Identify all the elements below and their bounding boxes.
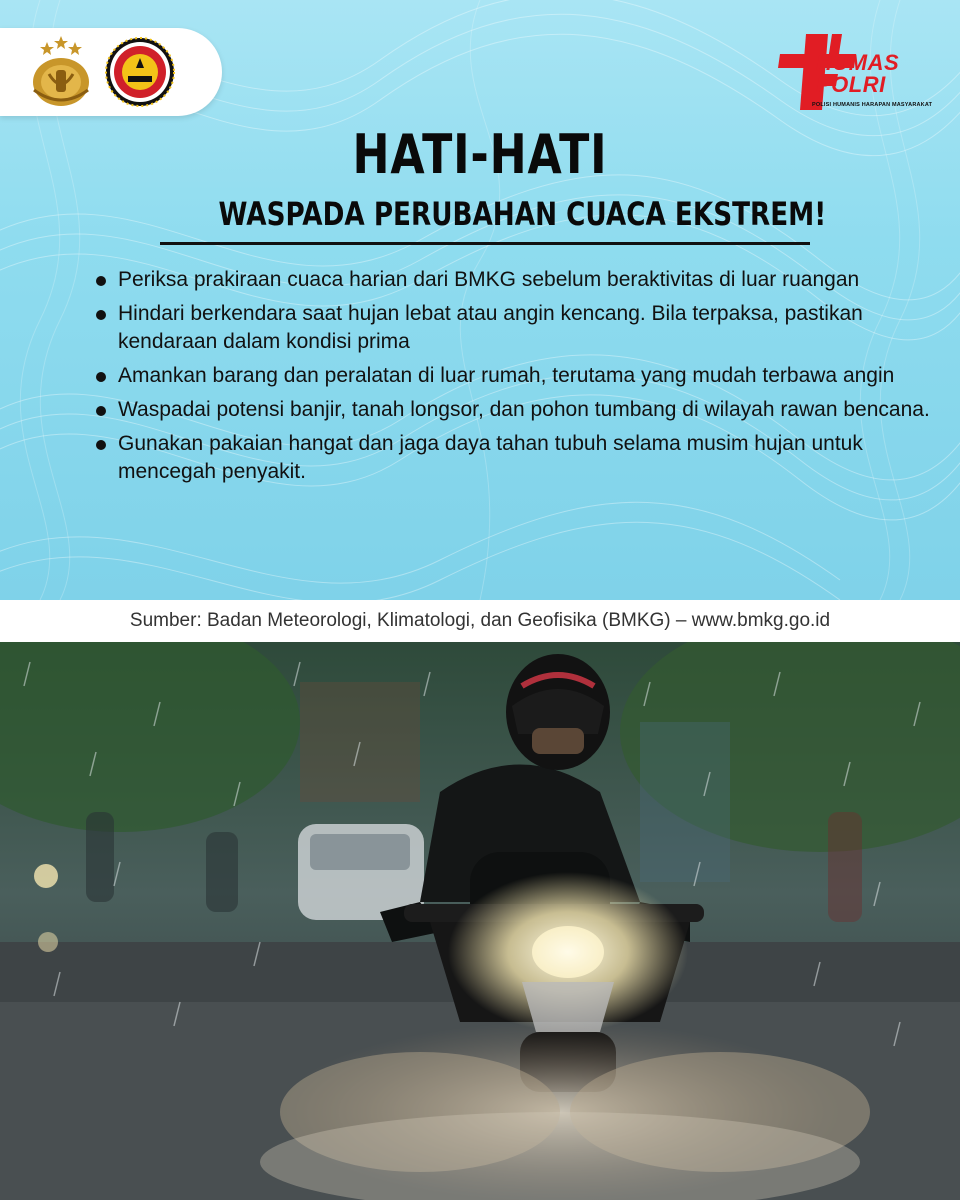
source-bar [0,600,960,642]
tip-text: Amankan barang dan peralatan di luar rumah, terutama yang mudah terbawa angin [118,364,895,387]
bullet-dot-icon [96,310,106,320]
humas-polri-logo [776,30,956,114]
logo-badge [0,28,222,116]
list-item [92,396,942,424]
list-item [92,266,942,294]
police-emblem-icon [22,34,100,112]
bullet-dot-icon [96,276,106,286]
subtitle-underline [160,242,810,245]
motorcyclist-in-rain-illustration [0,642,960,1200]
tips-list [92,266,942,492]
bullet-dot-icon [96,372,106,382]
list-item [92,430,942,486]
source-text: Sumber: Badan Meteorologi, Klimatologi, dan Geofisika (BMKG) – www.bmkg.go.id [129,610,831,631]
list-item [92,362,942,390]
bullet-dot-icon [96,406,106,416]
brand-tagline: POLISI HUMANIS HARAPAN MASYARAKAT [812,102,933,108]
page-subtitle: WASPADA PERUBAHAN CUACA EKSTREM! [218,195,827,233]
tip-text: Periksa prakiraan cuaca harian dari BMKG sebelum beraktivitas di luar ruangan [118,268,860,291]
tip-text: Gunakan pakaian hangat dan jaga daya tahan tubuh selama musim hujan untuk mencegah penyakit. [118,432,863,483]
division-seal-icon [104,36,176,108]
tip-text: Waspadai potensi banjir, tanah longsor, dan pohon tumbang di wilayah rawan bencana. [118,398,930,421]
brand-name: HUMAS POLRI [816,50,900,97]
bullet-dot-icon [96,440,106,450]
list-item [92,300,942,356]
tip-text: Hindari berkendara saat hujan lebat atau angin kencang. Bila terpaksa, pastikan kendaraan dalam kondisi prima [118,302,863,353]
page-title: HATI-HATI [352,123,608,186]
rain-motorcycle-photo [0,642,960,1200]
